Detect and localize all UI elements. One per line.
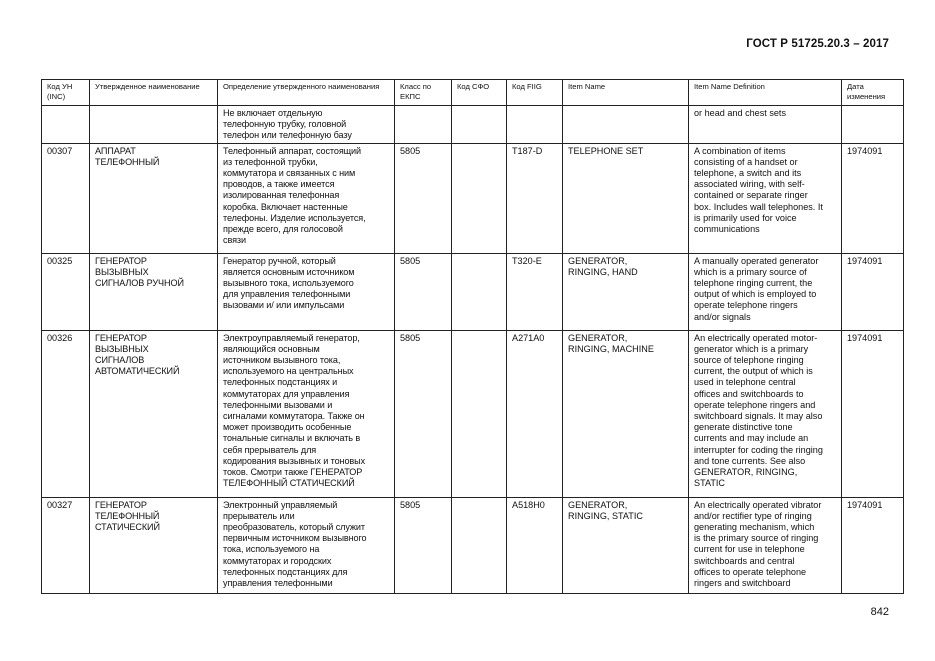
column-header-class: Класс по ЕКПС bbox=[395, 80, 452, 106]
name-ru-cell bbox=[90, 106, 218, 144]
fiig-cell: T187-D bbox=[507, 143, 563, 253]
class-cell: 5805 bbox=[395, 497, 452, 593]
definition-en-cell: or head and chest sets bbox=[689, 106, 842, 144]
definition-ru-cell: Не включает отдельную телефонную трубку, головной телефон или телефонную базу bbox=[218, 106, 395, 144]
inc-cell: 00325 bbox=[42, 253, 90, 330]
name-ru-cell: ГЕНЕРАТОР ВЫЗЫВНЫХ СИГНАЛОВ АВТОМАТИЧЕСКИЙ bbox=[90, 330, 218, 497]
class-cell: 5805 bbox=[395, 330, 452, 497]
sfo-cell bbox=[452, 143, 507, 253]
name-ru-cell: ГЕНЕРАТОР ВЫЗЫВНЫХ СИГНАЛОВ РУЧНОЙ bbox=[90, 253, 218, 330]
date-cell bbox=[842, 106, 904, 144]
table-row bbox=[42, 497, 904, 593]
fiig-cell: T320-E bbox=[507, 253, 563, 330]
column-header-name-ru: Утвержденное наименование bbox=[90, 80, 218, 106]
definition-ru-cell: Электронный управляемый прерыватель или преобразователь, который служит первичным источником вызывного тока, используемого на коммутаторах и городских телефонных подстанциях для управления телефонными bbox=[218, 497, 395, 593]
page-number: 842 bbox=[870, 606, 889, 618]
definition-en-cell: An electrically operated vibrator and/or rectifier type of ringing generating mechanism, which is the primary source of ringing current for use in telephone switchboards and central offices to operate telephone ringers and switchboard bbox=[689, 497, 842, 593]
definition-en-cell: A combination of items consisting of a handset or telephone, a switch and its associated wiring, with self- contained or separate ringer box. Includes wall telephones. It is primarily used for voice communications bbox=[689, 143, 842, 253]
sfo-cell bbox=[452, 106, 507, 144]
column-header-fiig: Код FIIG bbox=[507, 80, 563, 106]
inc-cell bbox=[42, 106, 90, 144]
date-cell: 1974091 bbox=[842, 330, 904, 497]
table-header-row bbox=[42, 80, 904, 106]
inc-cell: 00327 bbox=[42, 497, 90, 593]
item-name-table bbox=[41, 79, 904, 594]
name-ru-cell: АППАРАТ ТЕЛЕФОННЫЙ bbox=[90, 143, 218, 253]
definition-ru-cell: Электроуправляемый генератор, являющийся основным источником вызывного тока, используемого на центральных телефонных подстанциях и коммутаторах для управления телефонными вызовами и сигналами коммутатора. Также он может производить особенные тональные сигналы и включать в себя прерыватель для кодирования вызывных и тоновых токов. Смотри также ГЕНЕРАТОР ТЕЛЕФОННЫЙ СТАТИЧЕСКИЙ bbox=[218, 330, 395, 497]
standard-code: ГОСТ Р 51725.20.3 – 2017 bbox=[746, 38, 889, 50]
sfo-cell bbox=[452, 330, 507, 497]
column-header-definition-ru: Определение утвержденного наименования bbox=[218, 80, 395, 106]
table-row bbox=[42, 330, 904, 497]
name-ru-cell: ГЕНЕРАТОР ТЕЛЕФОННЫЙ СТАТИЧЕСКИЙ bbox=[90, 497, 218, 593]
date-cell: 1974091 bbox=[842, 253, 904, 330]
date-cell: 1974091 bbox=[842, 143, 904, 253]
column-header-sfo: Код СФО bbox=[452, 80, 507, 106]
definition-ru-cell: Телефонный аппарат, состоящий из телефонной трубки, коммутатора и связанных с ним проводов, а также имеется изолированная телефонная коробка. Включает настенные телефоны. Изделие используется, прежде всего, для голосовой связи bbox=[218, 143, 395, 253]
class-cell: 5805 bbox=[395, 253, 452, 330]
table-row bbox=[42, 143, 904, 253]
fiig-cell bbox=[507, 106, 563, 144]
item-name-cell bbox=[563, 106, 689, 144]
column-header-inc: Код УН (INC) bbox=[42, 80, 90, 106]
table-row bbox=[42, 106, 904, 144]
class-cell bbox=[395, 106, 452, 144]
sfo-cell bbox=[452, 253, 507, 330]
definition-en-cell: An electrically operated motor- generator which is a primary source of telephone ringing current, the output of which is used in telephone central offices and switchboards to operate telephone ringers and switchboard signals. It may also generate distinctive tone currents and may include an interrupter for coding the ringing and tone currents. See also GENERATOR, RINGING, STATIC bbox=[689, 330, 842, 497]
definition-ru-cell: Генератор ручной, который является основным источником вызывного тока, используемого для управления телефонными вызовами и/ или импульсами bbox=[218, 253, 395, 330]
class-cell: 5805 bbox=[395, 143, 452, 253]
item-name-cell: TELEPHONE SET bbox=[563, 143, 689, 253]
item-name-cell: GENERATOR, RINGING, STATIC bbox=[563, 497, 689, 593]
inc-cell: 00307 bbox=[42, 143, 90, 253]
item-name-cell: GENERATOR, RINGING, HAND bbox=[563, 253, 689, 330]
item-name-cell: GENERATOR, RINGING, MACHINE bbox=[563, 330, 689, 497]
table-row bbox=[42, 253, 904, 330]
column-header-date: Дата изменения bbox=[842, 80, 904, 106]
date-cell: 1974091 bbox=[842, 497, 904, 593]
fiig-cell: A271A0 bbox=[507, 330, 563, 497]
fiig-cell: A518H0 bbox=[507, 497, 563, 593]
inc-cell: 00326 bbox=[42, 330, 90, 497]
column-header-definition-en: Item Name Definition bbox=[689, 80, 842, 106]
column-header-item-name: Item Name bbox=[563, 80, 689, 106]
sfo-cell bbox=[452, 497, 507, 593]
definition-en-cell: A manually operated generator which is a primary source of telephone ringing current, the output of which is employed to operate telephone ringers and/or signals bbox=[689, 253, 842, 330]
